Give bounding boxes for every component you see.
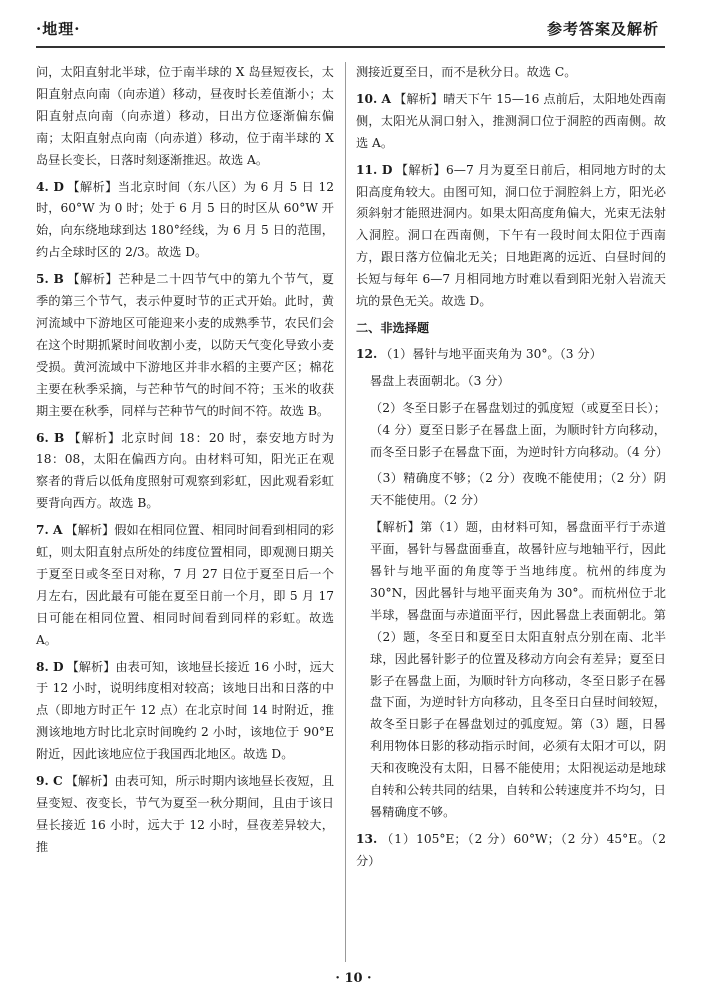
answer-7: 7. A 【解析】假如在相同位置、相同时间看到相同的彩虹，则太阳直射点所处的纬度位置相同，即观测日期关于夏至日或冬至日对称，7 月 27 日位于夏至日后一个月左右，因此最有可能在夏至日前一个月，即 5 月 17 日可能在相同位置、相同时间看到同样的彩虹。故选 A。 [36,523,334,647]
subject-label: ·地理· [36,20,81,38]
answer-8: 8. D 【解析】由表可知，该地昼长接近 16 小时，远大于 12 小时，说明纬度相对较高；该地日出和日落的中点（即地方时正午 12 点）在北京时间 14 时附近，推测该地地方时比北京时间晚约 2 小时，该地位于 90°E 附近，因此该地应位于我国西北地区。故选 D。 [36,659,334,762]
answer-continuation: 问，太阳直射北半球，位于南半球的 X 岛昼短夜长，太阳直射点向南（向赤道）移动，昼夜时长差值渐小；太阳直射点向南（向赤道）移动，日出方位逐渐偏东偏南；太阳直射点向南（向赤道）移动，位于南半球的 X 岛昼长变长，日落时刻逐渐推迟。故选 A。 [36,65,334,167]
answer-6: 6. B 【解析】北京时间 18：20 时，泰安地方时为 18：08，太阳在偏西方向。由材料可知，阳光正在观察者的背后以低角度照射可观察到彩虹，因此观看彩虹要背向西方。故选 B。 [36,430,334,511]
answer-4: 4. D 【解析】当北京时间（东八区）为 6 月 5 日 12 时，60°W 为 0 时；处于 6 月 5 日的时区从 60°W 开始，向东绕地球到达 180°经线，为 6 月 5 日的范围，约占全球时区的 2/3。故选 D。 [36,179,334,260]
answer-12-part2: （2）冬至日影子在晷盘划过的弧度短（或夏至日长）；（4 分）夏至日影子在晷盘上面，为顺时针方向移动，而冬至日影子在晷盘下面，为逆时针方向移动。（4 分） [370,400,669,459]
answer-9: 9. C 【解析】由表可知，所示时期内该地昼长夜短，且昼变短、夜变长，节气为夏至一秋分期间，且由于该日昼长接近 16 小时，远大于 12 小时，昼夜差异较大，推 [36,774,335,854]
header-title: 参考答案及解析 [546,20,659,38]
header-rule [36,46,665,48]
answer-11: 11. D 【解析】6—7 月为夏至日前后，相同地方时的太阳高度角较大。由图可知，洞口位于洞腔斜上方，阳光必须斜射才能照进洞内。如果太阳高度角偏大，光束无法射入洞腔。洞口在西南侧，下午有一段时间太阳位于西南方，跟日落方位偏北无关；日地距离的远近、白昼时间的长短与每年 6—7 月相同地方时难以看到阳光射入岩流天坑的景色无关。故选 D。 [356,162,666,309]
left-column [36,62,334,864]
column-divider [345,62,346,962]
section-heading: 二、非选择题 [356,320,430,335]
answer-13: 13. （1）105°E；（2 分）60°W；（2 分）45°E。（2 分） [356,831,666,868]
answer-12-part1: 12. （1）晷针与地平面夹角为 30°。（3 分） [356,346,602,361]
answer-9-continuation: 测接近夏至日，而不是秋分日。故选 C。 [356,65,577,79]
answer-12-analysis: 【解析】第（1）题，由材料可知，晷盘面平行于赤道平面，晷针与晷盘面垂直，故晷针应与地轴平行，因此晷针与地平面的角度等于当地纬度。杭州的纬度为 30°N，因此晷针与地平面夹角为 30°。而杭州位于北半球，晷盘面与赤道面平行，因此晷盘上表面朝北。第（2）题，冬至日和夏至日太阳直射点分别在南、北半球，因此晷针影子的位置及移动方向会有差异；夏至日影子在晷盘上面，为顺时针方向移动，冬至日影子在晷盘下面，为逆时针方向移动，且冬至日白昼时间较短，故冬至日影子在晷盘划过的弧度短。第（3）题，日晷利用物体日影的移动指示时间，必须有太阳才可以，阴天和夜晚没有太阳，日晷不能使用；太阳视运动是地球自转和公转共同的结果，自转和公转速度并不均匀，日晷精确度不够。 [370,520,666,819]
page-number: · 10 · [335,971,372,986]
answer-12-part1b: 晷盘上表面朝北。（3 分） [370,373,510,388]
right-column [356,62,669,878]
answer-10: 10. A 【解析】晴天下午 15—16 点前后，太阳地处西南侧，太阳光从洞口射入，推测洞口位于洞腔的西南侧。故选 A。 [356,91,667,150]
answer-12-part3: （3）精确度不够；（2 分）夜晚不能使用；（2 分）阴天不能使用。（2 分） [370,471,666,508]
answer-5: 5. B 【解析】芒种是二十四节气中的第九个节气，夏季的第三个节气，表示仲夏时节的正式开始。此时，黄河流域中下游地区可能迎来小麦的成熟季节，农民们会在这个时期抓紧时间收割小麦，以防天气变化导致小麦受损。黄河流域中下游地区并非水稻的主要产区；棉花主要在秋季采摘，与芒种节气的时间不符；玉米的收获期主要在秋季，同样与芒种节气的时间不符。故选 B。 [36,272,334,418]
